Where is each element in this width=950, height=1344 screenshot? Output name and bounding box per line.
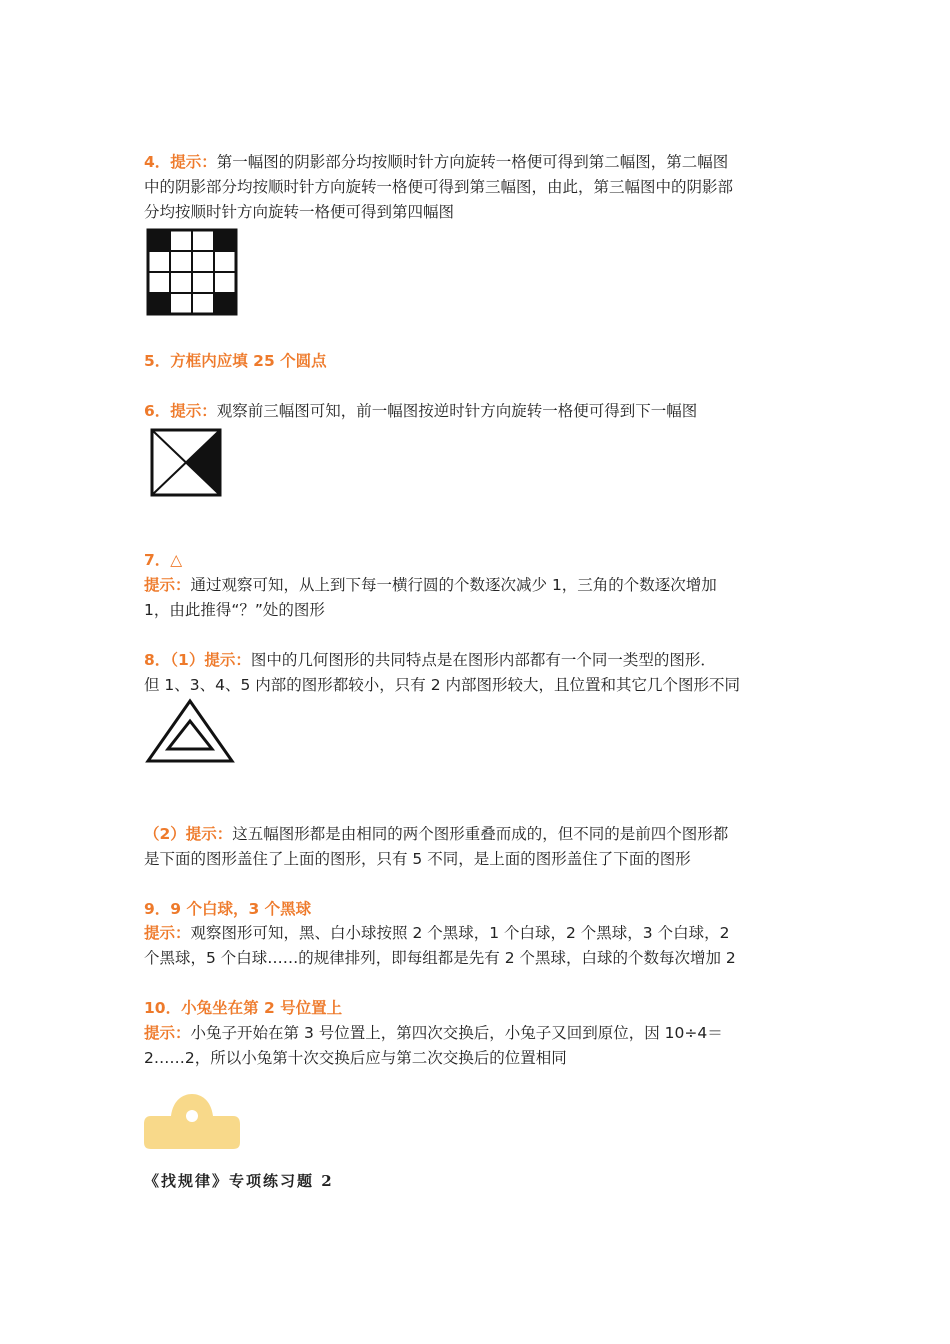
q8-line-1: 8．（1）提示：图中的几何图形的共同特点是在图形内部都有一个同一类型的图形． bbox=[144, 651, 716, 669]
folder-tab-icon bbox=[143, 1094, 241, 1150]
q7-answer: 7．△ bbox=[144, 551, 183, 569]
q10-line-1: 提示：小兔子开始在第 3 号位置上，第四次交换后，小兔子又回到原位，因 10÷4＝ bbox=[144, 1024, 723, 1042]
q9-label: 提示： bbox=[144, 924, 191, 942]
q7-label: 提示： bbox=[144, 576, 191, 594]
q8-part2-line-2: 是下面的图形盖住了上面的图形，只有 5 不同，是上面的图形盖住了下面的图形 bbox=[144, 850, 691, 868]
q7-line-2: 1，由此推得“？”处的图形 bbox=[144, 601, 325, 619]
q4-grid-figure bbox=[146, 228, 238, 316]
q10-answer: 10．小兔坐在第 2 号位置上 bbox=[144, 999, 343, 1017]
q5-answer: 5．方框内应填 25 个圆点 bbox=[144, 352, 327, 370]
q8-triangle-figure bbox=[144, 697, 236, 765]
q4-label: 4．提示： bbox=[144, 153, 217, 171]
q9-line-1: 提示：观察图形可知，黑、白小球按照 2 个黑球，1 个白球，2 个黑球，3 个白球，2 bbox=[144, 924, 730, 942]
q9-answer: 9．9 个白球，3 个黑球 bbox=[144, 900, 312, 918]
q8-part2-line-1: （2）提示：这五幅图形都是由相同的两个图形重叠而成的，但不同的是前四个图形都 bbox=[144, 825, 729, 843]
q6-label: 6．提示： bbox=[144, 402, 217, 420]
q9-line-2: 个黑球，5 个白球……的规律排列，即每组都是先有 2 个黑球，白球的个数每次增加 2 bbox=[144, 949, 736, 967]
q10-line-2: 2……2，所以小兔第十次交换后应与第二次交换后的位置相同 bbox=[144, 1049, 567, 1067]
q6-square-figure bbox=[148, 427, 224, 499]
q4-line-1: 4．提示：第一幅图的阴影部分均按顺时针方向旋转一格便可得到第二幅图，第二幅图 bbox=[144, 153, 729, 171]
q4-line-3: 分均按顺时针方向旋转一格便可得到第四幅图 bbox=[144, 203, 455, 221]
q6-line-1: 6．提示：观察前三幅图可知，前一幅图按逆时针方向旋转一格便可得到下一幅图 bbox=[144, 402, 698, 420]
q8-line-2: 但 1、3、4、5 内部的图形都较小，只有 2 内部图形较大，且位置和其它几个图形不同 bbox=[144, 676, 741, 694]
section-title: 《找规律》专项练习题 2 bbox=[144, 1172, 334, 1190]
q7-line-1: 提示：通过观察可知，从上到下每一横行圆的个数逐次减少 1，三角的个数逐次增加 bbox=[144, 576, 717, 594]
q10-label: 提示： bbox=[144, 1024, 191, 1042]
q8-label: 8．（1）提示： bbox=[144, 651, 251, 669]
q4-line-2: 中的阴影部分均按顺时针方向旋转一格便可得到第三幅图，由此，第三幅图中的阴影部 bbox=[144, 178, 734, 196]
q8-label-2: （2）提示： bbox=[144, 825, 233, 843]
